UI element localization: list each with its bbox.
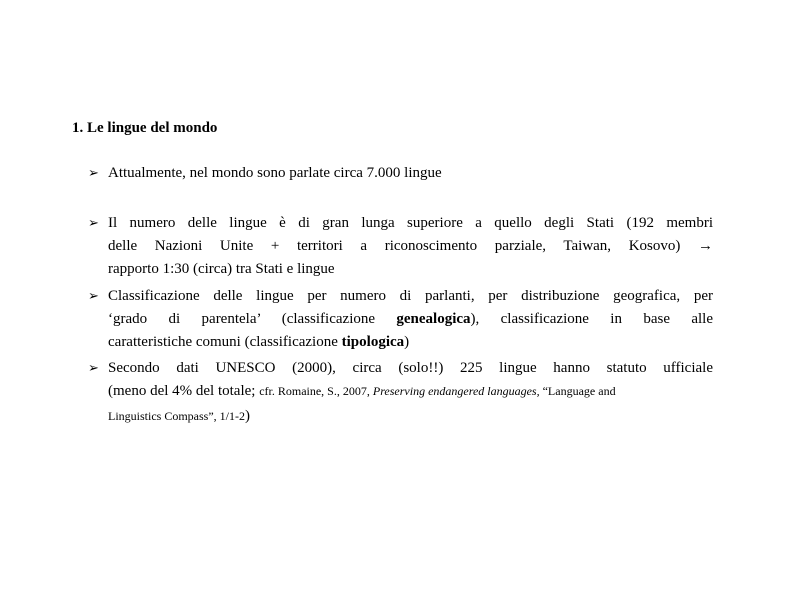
bullet-text-line [108, 331, 713, 354]
bullet-text-line: rapporto 1:30 (circa) tra Stati e lingue [108, 261, 335, 277]
bullet-text-line: Il numero delle lingue è di gran lunga superiore a quello degli Stati (192 membri [108, 215, 713, 231]
arrow-bullet-icon: ➢ [88, 166, 99, 181]
citation-title: Preserving endangered languages, [372, 384, 540, 398]
bullet-item [88, 212, 713, 281]
citation-text: Linguistics Compass”, 1/1-2 [108, 409, 245, 423]
arrow-bullet-icon: ➢ [88, 361, 99, 376]
slide-title: 1. Le lingue del mondo [72, 120, 218, 136]
bullet-text-line [108, 405, 713, 428]
text-run: ) [245, 408, 250, 424]
bullet-text-line: Classificazione delle lingue per numero di parlanti, per distribuzione geografica, per [108, 288, 713, 304]
text-run: ) [404, 334, 410, 350]
citation-text: cfr. Romaine, S., 2007, [259, 384, 373, 398]
bullet-item [88, 162, 713, 185]
bullet-item [88, 285, 713, 354]
bullet-item [88, 357, 713, 428]
text-run: (meno del 4% del totale; [108, 383, 260, 399]
text-run: caratteristiche comuni (classificazione [108, 334, 342, 350]
bullet-text-line: Secondo dati UNESCO (2000), circa (solo!!) 225 lingue hanno statuto ufficiale [108, 360, 713, 376]
arrow-bullet-icon: ➢ [88, 289, 99, 304]
arrow-bullet-icon: ➢ [88, 216, 99, 231]
tipologica-term: tipologica [341, 334, 405, 350]
bullet-text: Attualmente, nel mondo sono parlate circa 7.000 lingue [108, 165, 442, 181]
bullet-text-line [108, 380, 713, 403]
text-run: ‘grado di parentela’ (classificazione [108, 311, 397, 327]
genealogica-term: genealogica [396, 311, 471, 327]
citation-text: “Language and [539, 384, 616, 398]
text-run: ), classificazione in base alle [470, 311, 713, 327]
bullet-text-line [108, 308, 713, 331]
bullet-text-line: delle Nazioni Unite + territori a riconoscimento parziale, Taiwan, Kosovo) → [108, 238, 713, 254]
